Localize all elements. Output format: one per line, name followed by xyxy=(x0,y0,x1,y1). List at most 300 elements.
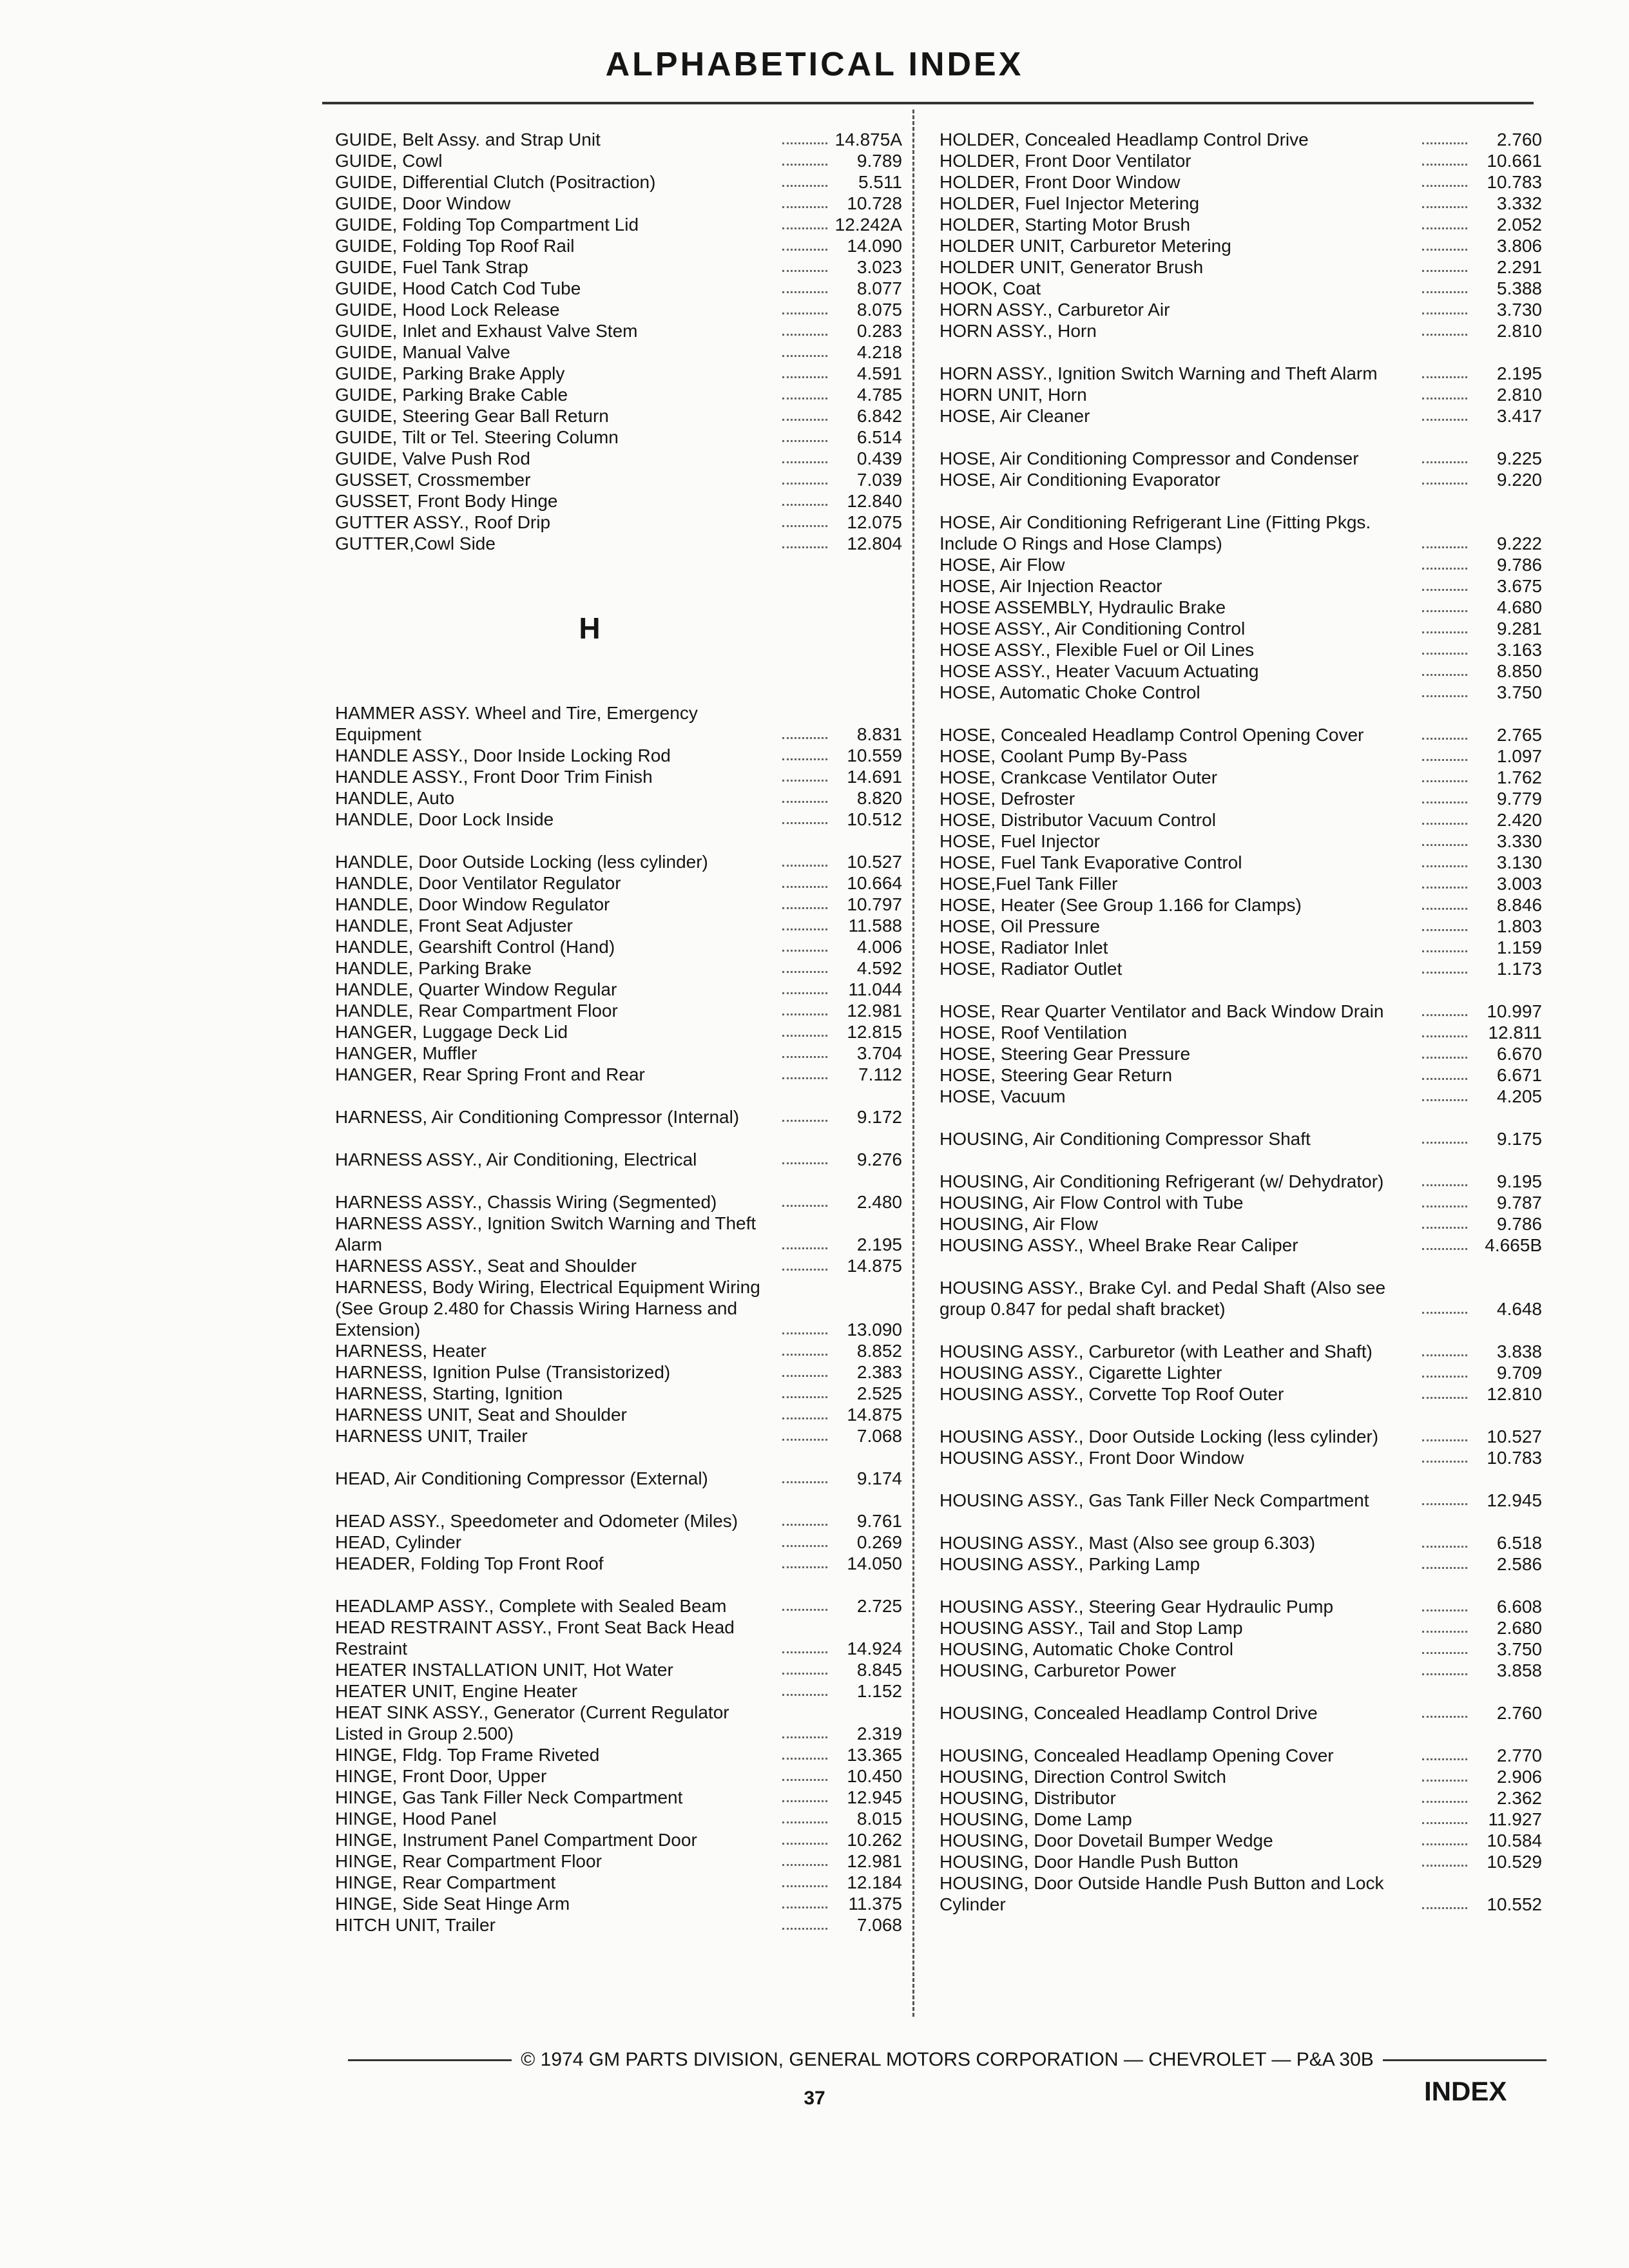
leader-dots xyxy=(1422,1014,1467,1016)
leader-dots xyxy=(782,1396,827,1398)
index-entry-label: HOUSING, Air Conditioning Compressor Shaft xyxy=(940,1129,1311,1149)
index-entry-label: GUIDE, Inlet and Exhaust Valve Stem xyxy=(335,321,638,341)
leader-dots xyxy=(1422,1822,1467,1824)
index-entry-label: HOUSING ASSY., Mast (Also see group 6.303) xyxy=(940,1533,1316,1553)
leader-dots xyxy=(1422,1461,1467,1463)
index-entry-number: 10.664 xyxy=(847,873,902,893)
index-entry xyxy=(940,682,1542,703)
index-entry-label: HOSE, Air Conditioning Compressor and Condenser xyxy=(940,448,1359,468)
index-entry xyxy=(940,320,1542,341)
index-entry-number: 11.044 xyxy=(848,979,902,999)
index-entry xyxy=(335,1446,902,1489)
index-entry-label: GUIDE, Hood Catch Cod Tube xyxy=(335,278,581,298)
leader-dots xyxy=(782,312,827,314)
leader-dots xyxy=(782,1800,827,1802)
leader-dots xyxy=(782,1673,827,1675)
index-entry xyxy=(335,1574,902,1617)
index-entry-number: 11.927 xyxy=(1488,1809,1542,1829)
index-entry-number: 9.787 xyxy=(1496,1193,1542,1213)
index-entry-number: 0.269 xyxy=(856,1532,902,1552)
index-entry xyxy=(335,1850,902,1872)
leader-dots xyxy=(1422,546,1467,548)
leader-dots xyxy=(782,1162,827,1164)
leader-dots xyxy=(1422,780,1467,782)
index-entry-label: HOSE, Air Cleaner xyxy=(940,406,1090,426)
leader-dots xyxy=(1422,1248,1467,1250)
leader-dots xyxy=(782,1035,827,1037)
leader-dots xyxy=(1422,1397,1467,1399)
leader-dots xyxy=(782,164,827,166)
index-entry-label: HORN UNIT, Horn xyxy=(940,385,1087,405)
leader-dots xyxy=(1422,1652,1467,1654)
index-entry-label: HEAD ASSY., Speedometer and Odometer (Miles) xyxy=(335,1511,738,1531)
index-entry-number: 12.815 xyxy=(847,1022,902,1042)
index-entry-label: HOLDER, Fuel Injector Metering xyxy=(940,193,1200,213)
index-entry-number: 12.945 xyxy=(1487,1490,1542,1510)
index-entry-label: HOSE, Concealed Headlamp Control Opening Cover xyxy=(940,725,1364,745)
right-column xyxy=(940,129,1542,1915)
index-entry-number: 9.174 xyxy=(856,1468,902,1488)
index-entry-number: 2.725 xyxy=(856,1596,902,1616)
index-entry-label: HEADER, Folding Top Front Roof xyxy=(335,1553,604,1573)
index-entry-number: 9.175 xyxy=(1496,1129,1542,1149)
index-entry-label: HEAD RESTRAINT ASSY., Front Seat Back Head Restraint xyxy=(335,1617,735,1658)
index-entry xyxy=(335,1808,902,1829)
leader-dots xyxy=(782,801,827,803)
index-entry xyxy=(335,533,902,554)
leader-dots xyxy=(1422,270,1467,272)
leader-dots xyxy=(782,1481,827,1483)
index-entry xyxy=(335,384,902,405)
index-entry-number: 7.068 xyxy=(856,1915,902,1935)
index-entry xyxy=(335,1532,902,1553)
index-entry-number: 4.006 xyxy=(856,937,902,957)
index-entry xyxy=(940,1511,1542,1553)
leader-dots xyxy=(782,1566,827,1568)
index-entry-number: 2.525 xyxy=(856,1383,902,1403)
index-entry-number: 3.130 xyxy=(1496,852,1542,872)
index-entry-number: 3.750 xyxy=(1496,1639,1542,1659)
leader-dots xyxy=(782,1545,827,1547)
index-entry-label: HINGE, Front Door, Upper xyxy=(335,1766,547,1786)
index-entry-label: HARNESS UNIT, Trailer xyxy=(335,1426,528,1446)
g-entries-list xyxy=(335,129,902,554)
leader-dots xyxy=(782,758,827,760)
index-entry xyxy=(940,384,1542,405)
leader-dots xyxy=(1422,972,1467,974)
index-entry-label: HORN ASSY., Ignition Switch Warning and Theft Alarm xyxy=(940,363,1378,383)
left-column xyxy=(335,129,902,1936)
index-entry xyxy=(940,1086,1542,1107)
leader-dots xyxy=(1422,674,1467,676)
index-entry xyxy=(335,150,902,171)
index-entry-label: HOUSING, Door Dovetail Bumper Wedge xyxy=(940,1831,1273,1850)
leader-dots xyxy=(782,185,827,187)
index-entry xyxy=(335,1680,902,1702)
leader-dots xyxy=(1422,1142,1467,1144)
leader-dots xyxy=(1422,1843,1467,1845)
index-entry xyxy=(940,575,1542,597)
leader-dots xyxy=(782,886,827,888)
index-entry xyxy=(335,1361,902,1383)
index-entry xyxy=(940,703,1542,745)
leader-dots xyxy=(1422,1758,1467,1760)
index-entry-number: 9.172 xyxy=(856,1107,902,1127)
leader-dots xyxy=(782,546,827,548)
index-entry-label: HOUSING, Direction Control Switch xyxy=(940,1767,1227,1787)
index-entry-label: HOSE,Fuel Tank Filler xyxy=(940,874,1118,894)
leader-dots xyxy=(1422,1035,1467,1037)
index-entry-label: HARNESS, Body Wiring, Electrical Equipment Wiring (See Group 2.480 for Chassis Wiring Harness and Extension) xyxy=(335,1277,760,1340)
leader-dots xyxy=(782,971,827,973)
index-entry xyxy=(335,1085,902,1128)
index-entry-label: HOUSING, Door Handle Push Button xyxy=(940,1852,1239,1872)
index-entry-label: HOSE, Fuel Injector xyxy=(940,831,1100,851)
index-entry xyxy=(940,639,1542,660)
index-entry xyxy=(940,1383,1542,1405)
index-entry-label: HOSE, Air Injection Reactor xyxy=(940,576,1162,596)
index-entry-number: 6.514 xyxy=(856,427,902,447)
index-entry-number: 10.997 xyxy=(1487,1001,1542,1021)
index-entry xyxy=(940,852,1542,873)
index-entry xyxy=(335,1425,902,1446)
index-entry-label: GUIDE, Fuel Tank Strap xyxy=(335,257,528,277)
leader-dots xyxy=(782,419,827,421)
leader-dots xyxy=(782,1524,827,1526)
leader-dots xyxy=(782,950,827,952)
index-entry-label: HOUSING ASSY., Corvette Top Roof Outer xyxy=(940,1384,1284,1404)
leader-dots xyxy=(1422,312,1467,314)
index-entry-number: 2.052 xyxy=(1496,215,1542,235)
index-entry-number: 9.225 xyxy=(1496,448,1542,468)
index-entry-label: GUIDE, Hood Lock Release xyxy=(335,300,560,320)
index-entry-number: 7.039 xyxy=(856,470,902,490)
index-entry xyxy=(335,1765,902,1787)
leader-dots xyxy=(782,737,827,739)
index-entry-number: 3.806 xyxy=(1496,236,1542,256)
index-entry-label: HARNESS ASSY., Chassis Wiring (Segmented) xyxy=(335,1192,717,1212)
index-entry xyxy=(940,873,1542,894)
index-entry-number: 10.783 xyxy=(1487,172,1542,192)
index-entry-label: HOSE, Steering Gear Return xyxy=(940,1065,1173,1085)
leader-dots xyxy=(782,1247,827,1249)
index-entry-label: HOSE, Heater (See Group 1.166 for Clamps) xyxy=(940,895,1302,915)
index-entry-number: 12.981 xyxy=(847,1001,902,1021)
index-entry-number: 9.281 xyxy=(1496,619,1542,639)
leader-dots xyxy=(1422,398,1467,399)
index-entry-number: 1.159 xyxy=(1496,937,1542,957)
index-entry-number: 14.875 xyxy=(847,1256,902,1276)
index-entry-number: 3.332 xyxy=(1496,193,1542,213)
leader-dots xyxy=(782,928,827,930)
index-entry-label: GUTTER,Cowl Side xyxy=(335,533,496,553)
index-entry-label: HANDLE, Door Ventilator Regulator xyxy=(335,873,621,893)
leader-dots xyxy=(782,1056,827,1058)
index-entry xyxy=(940,1107,1542,1149)
index-entry xyxy=(940,1320,1542,1362)
index-entry xyxy=(335,256,902,278)
index-entry-number: 10.527 xyxy=(1487,1427,1542,1446)
leader-dots xyxy=(782,865,827,867)
leader-dots xyxy=(1422,844,1467,846)
index-entry-number: 9.789 xyxy=(856,151,902,171)
index-entry-number: 9.786 xyxy=(1496,555,1542,575)
leader-dots xyxy=(1422,1057,1467,1059)
index-entry-number: 10.262 xyxy=(847,1830,902,1850)
index-entry-number: 3.838 xyxy=(1496,1341,1542,1361)
index-entry xyxy=(335,1787,902,1808)
index-entry xyxy=(335,809,902,830)
index-entry-label: HOSE ASSY., Air Conditioning Control xyxy=(940,619,1246,639)
index-entry-label: HEATER INSTALLATION UNIT, Hot Water xyxy=(335,1660,673,1680)
index-entry-number: 12.242A xyxy=(834,215,902,235)
leader-dots xyxy=(1422,887,1467,889)
leader-dots xyxy=(1422,1567,1467,1569)
index-entry-number: 3.163 xyxy=(1496,640,1542,660)
index-entry xyxy=(335,936,902,957)
index-entry-label: HOUSING ASSY., Steering Gear Hydraulic Pump xyxy=(940,1597,1334,1617)
index-entry-number: 8.852 xyxy=(856,1341,902,1361)
leader-dots xyxy=(1422,759,1467,761)
index-entry-label: HOUSING, Carburetor Power xyxy=(940,1660,1177,1680)
index-entry xyxy=(940,1681,1542,1724)
index-entry-number: 3.417 xyxy=(1496,406,1542,426)
index-entry xyxy=(335,427,902,448)
leader-dots xyxy=(1422,419,1467,421)
index-entry xyxy=(335,235,902,256)
index-entry-label: HINGE, Gas Tank Filler Neck Compartment xyxy=(335,1787,683,1807)
index-entry xyxy=(940,129,1542,150)
index-entry xyxy=(940,235,1542,256)
footer-rule-right xyxy=(1383,2059,1547,2061)
leader-dots xyxy=(1422,185,1467,187)
index-entry xyxy=(335,830,902,872)
leader-dots xyxy=(1422,1673,1467,1675)
leader-dots xyxy=(1422,206,1467,208)
index-entry xyxy=(940,1256,1542,1320)
leader-dots xyxy=(782,1609,827,1611)
index-entry-label: GUIDE, Belt Assy. and Strap Unit xyxy=(335,130,601,149)
index-entry-label: HARNESS, Heater xyxy=(335,1341,487,1361)
index-entry-label: HOSE, Vacuum xyxy=(940,1086,1066,1106)
index-entry xyxy=(940,618,1542,639)
index-entry xyxy=(335,957,902,979)
leader-dots xyxy=(782,907,827,909)
index-entry-number: 1.803 xyxy=(1496,916,1542,936)
index-entry xyxy=(940,193,1542,214)
index-entry xyxy=(940,469,1542,490)
index-entry-label: HOUSING, Air Flow Control with Tube xyxy=(940,1193,1244,1213)
index-entry-number: 12.981 xyxy=(847,1851,902,1871)
index-entry-label: HINGE, Rear Compartment xyxy=(335,1872,556,1892)
index-entry-label: HANDLE, Door Outside Locking (less cylinder) xyxy=(335,852,708,872)
index-entry-label: GUIDE, Steering Gear Ball Return xyxy=(335,406,609,426)
index-entry-number: 2.760 xyxy=(1496,130,1542,149)
index-entry xyxy=(940,171,1542,193)
index-entry xyxy=(940,958,1542,979)
index-entry-number: 2.810 xyxy=(1496,321,1542,341)
index-entry-number: 14.090 xyxy=(847,236,902,256)
index-entry xyxy=(940,1192,1542,1213)
leader-dots xyxy=(1422,334,1467,336)
index-entry-label: HARNESS ASSY., Seat and Shoulder xyxy=(335,1256,637,1276)
leader-dots xyxy=(1422,1865,1467,1867)
index-entry xyxy=(335,193,902,214)
leader-dots xyxy=(1422,1227,1467,1229)
index-entry-label: HARNESS ASSY., Ignition Switch Warning and Theft Alarm xyxy=(335,1213,757,1254)
leader-dots xyxy=(782,334,827,336)
index-entry xyxy=(940,1022,1542,1043)
index-entry xyxy=(940,788,1542,809)
index-entry-label: GUIDE, Tilt or Tel. Steering Column xyxy=(335,427,619,447)
index-entry xyxy=(335,1255,902,1276)
index-entry xyxy=(335,1553,902,1574)
leader-dots xyxy=(1422,1503,1467,1505)
index-entry xyxy=(335,1617,902,1659)
index-entry-number: 14.875 xyxy=(847,1405,902,1425)
leader-dots xyxy=(782,1843,827,1845)
index-entry xyxy=(335,1021,902,1043)
index-entry-label: HOUSING ASSY., Tail and Stop Lamp xyxy=(940,1618,1243,1638)
index-entry-number: 12.075 xyxy=(847,512,902,532)
index-entry-label: HANDLE, Gearshift Control (Hand) xyxy=(335,937,615,957)
index-entry-number: 2.480 xyxy=(856,1192,902,1212)
index-entry-label: HANDLE ASSY., Front Door Trim Finish xyxy=(335,767,653,787)
leader-dots xyxy=(1422,227,1467,229)
index-entry-number: 10.529 xyxy=(1487,1852,1542,1872)
index-entry-number: 7.068 xyxy=(856,1426,902,1446)
index-entry-number: 6.671 xyxy=(1496,1065,1542,1085)
index-entry-label: HOSE, Roof Ventilation xyxy=(940,1023,1128,1043)
index-entry-label: GUSSET, Front Body Hinge xyxy=(335,491,558,511)
index-label: INDEX xyxy=(1424,2076,1507,2106)
index-entry-label: HOUSING, Concealed Headlamp Control Drive xyxy=(940,1703,1318,1723)
index-entry-label: HOLDER, Starting Motor Brush xyxy=(940,215,1191,235)
leader-dots xyxy=(782,355,827,357)
footer-copyright: © 1974 GM PARTS DIVISION, GENERAL MOTORS CORPORATION — CHEVROLET — P&A 30B xyxy=(521,2049,1374,2070)
leader-dots xyxy=(782,1332,827,1334)
index-entry xyxy=(335,1872,902,1893)
index-entry-label: HEAD, Air Conditioning Compressor (External) xyxy=(335,1468,708,1488)
index-entry xyxy=(335,1829,902,1850)
index-entry-number: 4.648 xyxy=(1496,1299,1542,1319)
leader-dots xyxy=(782,206,827,208)
index-entry xyxy=(940,1149,1542,1192)
index-entry xyxy=(940,894,1542,916)
leader-dots xyxy=(1422,802,1467,803)
index-entry-label: HOSE, Radiator Inlet xyxy=(940,937,1108,957)
index-entry-number: 2.291 xyxy=(1496,257,1542,277)
page-title: ALPHABETICAL INDEX xyxy=(605,46,1024,83)
index-entry-label: HANDLE, Door Lock Inside xyxy=(335,809,554,829)
leader-dots xyxy=(782,142,827,144)
index-entry-number: 1.173 xyxy=(1496,959,1542,979)
index-entry xyxy=(335,979,902,1000)
index-entry xyxy=(335,1340,902,1361)
index-entry-number: 3.858 xyxy=(1496,1660,1542,1680)
index-entry-number: 10.527 xyxy=(847,852,902,872)
index-entry xyxy=(940,767,1542,788)
index-entry-number: 5.388 xyxy=(1496,278,1542,298)
leader-dots xyxy=(782,1418,827,1419)
index-entry-label: HOUSING, Automatic Choke Control xyxy=(940,1639,1233,1659)
index-entry xyxy=(940,597,1542,618)
index-entry-label: HANDLE, Front Seat Adjuster xyxy=(335,916,573,936)
index-entry xyxy=(940,1787,1542,1809)
leader-dots xyxy=(1422,610,1467,612)
index-entry xyxy=(940,1213,1542,1235)
index-entry xyxy=(940,1660,1542,1681)
leader-dots xyxy=(1422,1099,1467,1101)
index-entry-label: HOUSING, Concealed Headlamp Opening Cover xyxy=(940,1745,1334,1765)
leader-dots xyxy=(782,1821,827,1823)
index-entry-label: HEAT SINK ASSY., Generator (Current Regulator Listed in Group 2.500) xyxy=(335,1702,729,1744)
index-entry-number: 6.842 xyxy=(856,406,902,426)
index-entry-label: GUIDE, Cowl xyxy=(335,151,443,171)
index-entry-number: 8.846 xyxy=(1496,895,1542,915)
index-entry-number: 2.765 xyxy=(1496,725,1542,745)
index-entry-number: 2.420 xyxy=(1496,810,1542,830)
index-entry-label: HARNESS UNIT, Seat and Shoulder xyxy=(335,1405,627,1425)
section-letter-heading: H xyxy=(579,611,601,645)
index-entry-number: 4.591 xyxy=(856,363,902,383)
index-entry-number: 13.365 xyxy=(847,1745,902,1765)
leader-dots xyxy=(1422,738,1467,740)
index-entry-label: HANDLE, Parking Brake xyxy=(335,958,532,978)
index-entry-label: HOSE, Radiator Outlet xyxy=(940,959,1123,979)
index-entry-label: HOSE, Defroster xyxy=(940,789,1075,809)
index-entry xyxy=(940,937,1542,958)
index-entry-label: HARNESS, Air Conditioning Compressor (Internal) xyxy=(335,1107,740,1127)
index-entry-number: 14.875A xyxy=(834,130,902,149)
index-entry-label: HEATER UNIT, Engine Heater xyxy=(335,1681,578,1701)
index-entry-label: HANGER, Rear Spring Front and Rear xyxy=(335,1064,645,1084)
index-entry xyxy=(335,1744,902,1765)
index-entry-label: HINGE, Rear Compartment Floor xyxy=(335,1851,602,1871)
h-entries-list xyxy=(335,702,902,1936)
leader-dots xyxy=(782,1014,827,1015)
index-entry-label: GUIDE, Manual Valve xyxy=(335,342,510,362)
leader-dots xyxy=(1422,950,1467,952)
index-entry-number: 3.675 xyxy=(1496,576,1542,596)
index-entry-number: 0.283 xyxy=(856,321,902,341)
index-entry xyxy=(940,831,1542,852)
leader-dots xyxy=(782,249,827,251)
leader-dots xyxy=(1422,249,1467,251)
index-entry xyxy=(940,405,1542,427)
index-entry-number: 10.584 xyxy=(1487,1831,1542,1850)
index-entry-number: 9.761 xyxy=(856,1511,902,1531)
index-entry-label: HOSE, Oil Pressure xyxy=(940,916,1100,936)
index-entry xyxy=(335,1276,902,1340)
leader-dots xyxy=(782,1885,827,1887)
index-entry xyxy=(940,1362,1542,1383)
index-entry-label: HOSE, Automatic Choke Control xyxy=(940,682,1200,702)
index-entry xyxy=(940,150,1542,171)
index-entry xyxy=(940,1851,1542,1872)
leader-dots xyxy=(1422,1439,1467,1441)
index-entry-number: 9.786 xyxy=(1496,1214,1542,1234)
leader-dots xyxy=(782,270,827,272)
index-entry-number: 11.375 xyxy=(848,1894,902,1914)
index-entry-number: 1.152 xyxy=(856,1681,902,1701)
index-entry xyxy=(335,745,902,766)
index-entry-label: HINGE, Hood Panel xyxy=(335,1809,497,1829)
index-entry-number: 8.015 xyxy=(856,1809,902,1829)
index-entry-label: HOSE, Fuel Tank Evaporative Control xyxy=(940,852,1242,872)
index-entry-label: HANDLE, Auto xyxy=(335,788,455,808)
index-entry-number: 12.811 xyxy=(1488,1023,1542,1043)
